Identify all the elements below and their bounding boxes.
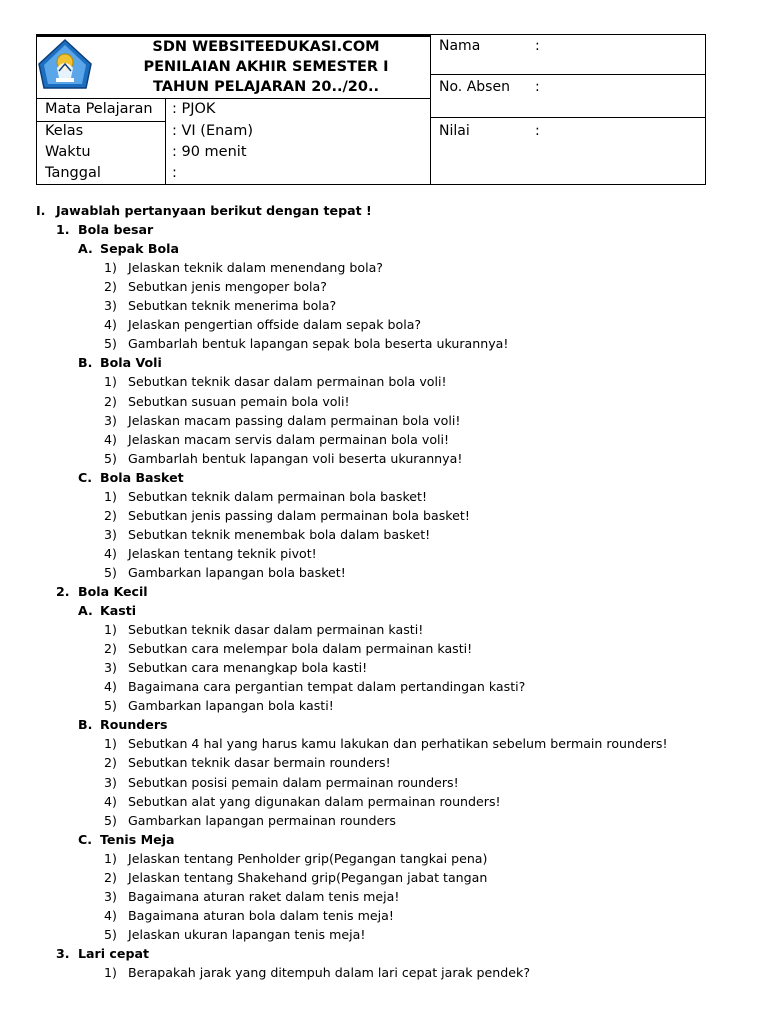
question-item (104, 906, 394, 925)
subtopic-heading (78, 830, 175, 849)
question-item (104, 849, 487, 868)
question-text: Sebutkan jenis mengoper bola? (128, 279, 327, 295)
question-number: 4) (104, 431, 117, 447)
question-number: 1) (104, 622, 117, 638)
question-item (104, 372, 447, 391)
question-text: Sebutkan susuan pemain bola voli! (128, 393, 350, 409)
question-number: 4) (104, 907, 117, 923)
subtopic-heading-text: Bola Voli (100, 355, 162, 371)
question-text: Sebutkan 4 hal yang harus kamu lakukan dan perhatikan sebelum bermain rounders! (128, 736, 668, 752)
topic-heading (56, 220, 153, 239)
question-number: 5) (104, 450, 117, 466)
question-text: Berapakah jarak yang ditempuh dalam lari cepat jarak pendek? (128, 965, 531, 980)
question-text: Bagaimana cara pergantian tempat dalam pertandingan kasti? (128, 679, 526, 695)
question-item (104, 620, 423, 639)
section-heading (36, 201, 372, 220)
school-title-block (101, 37, 431, 97)
question-text: Sebutkan jenis passing dalam permainan bola basket! (128, 507, 470, 523)
question-item (104, 639, 472, 658)
question-text: Sebutkan teknik menembak bola dalam basket! (128, 526, 431, 542)
question-text: Jelaskan tentang Shakehand grip(Pegangan jabat tangan (128, 869, 488, 885)
field-value: : (535, 79, 540, 95)
question-item (104, 525, 430, 544)
field-value: : (535, 123, 540, 139)
topic-heading-text: Bola Kecil (78, 584, 148, 599)
field-label: No. Absen (439, 79, 510, 95)
question-text: Jelaskan tentang teknik pivot! (128, 545, 317, 561)
question-item (104, 734, 668, 753)
question-item (104, 334, 508, 353)
exam-name: PENILAIAN AKHIR SEMESTER I (143, 59, 389, 75)
question-number: 1) (104, 260, 117, 276)
question-number: 2) (104, 279, 117, 295)
question-number: 4) (104, 679, 117, 695)
question-text: Bagaimana aturan bola dalam tenis meja! (128, 907, 394, 923)
question-number: 2) (104, 869, 117, 885)
question-number: 5) (104, 564, 117, 580)
question-number: 5) (104, 336, 117, 352)
question-number: 3) (104, 888, 117, 904)
subtopic-heading (78, 468, 184, 487)
question-text: Gambarkan lapangan permainan rounders (128, 812, 396, 828)
info-label: Tanggal (45, 165, 101, 181)
question-number: 2) (104, 641, 117, 657)
question-text: Sebutkan teknik dasar bermain rounders! (128, 755, 391, 771)
question-number: 4) (104, 317, 117, 333)
question-number: 5) (104, 926, 117, 942)
question-number: 3) (104, 298, 117, 314)
subtopic-heading-marker: C. (78, 469, 93, 485)
field-divider (431, 117, 706, 118)
question-text: Sebutkan cara melempar bola dalam permainan kasti! (128, 641, 473, 657)
question-number: 5) (104, 812, 117, 828)
topic-heading-marker: 1. (56, 222, 70, 238)
question-item (104, 925, 365, 944)
question-item (104, 963, 530, 982)
question-number: 2) (104, 507, 117, 523)
subtopic-heading-marker: C. (78, 831, 93, 847)
question-item (104, 773, 459, 792)
subtopic-heading-marker: B. (78, 717, 93, 733)
question-item (104, 887, 399, 906)
question-text: Sebutkan teknik menerima bola? (128, 298, 337, 314)
subtopic-heading-text: Kasti (100, 603, 137, 619)
subtopic-heading (78, 715, 168, 734)
question-item (104, 392, 350, 411)
question-item (104, 296, 336, 315)
subtopic-heading-marker: A. (78, 603, 93, 619)
question-number: 1) (104, 965, 117, 980)
subtopic-heading-text: Rounders (100, 717, 168, 733)
question-item (104, 506, 470, 525)
question-item (104, 430, 449, 449)
question-item (104, 277, 327, 296)
question-number: 1) (104, 488, 117, 504)
question-item (104, 658, 367, 677)
question-item (104, 258, 383, 277)
topic-heading (56, 582, 148, 601)
question-text: Sebutkan teknik dasar dalam permainan kasti! (128, 622, 424, 638)
subtopic-heading-marker: A. (78, 241, 93, 257)
question-text: Gambarkan lapangan bola basket! (128, 564, 346, 580)
info-label: Mata Pelajaran (45, 101, 153, 117)
info-row-date (37, 163, 430, 185)
question-number: 4) (104, 793, 117, 809)
question-number: 3) (104, 526, 117, 542)
question-number: 3) (104, 774, 117, 790)
academic-year: TAHUN PELAJARAN 20../20.. (153, 79, 379, 95)
subtopic-heading-marker: B. (78, 355, 93, 371)
question-text: Sebutkan teknik dalam permainan bola basket! (128, 488, 428, 504)
info-row-class (37, 121, 430, 143)
question-number: 3) (104, 412, 117, 428)
topic-heading-marker: 3. (56, 945, 70, 961)
info-value: : 90 menit (172, 144, 247, 160)
subtopic-heading (78, 239, 179, 258)
school-header (37, 35, 430, 99)
question-item (104, 868, 487, 887)
question-number: 3) (104, 660, 117, 676)
section-marker: I. (36, 203, 46, 218)
question-text: Jelaskan tentang Penholder grip(Pegangan tangkai pena) (128, 850, 488, 866)
question-number: 2) (104, 755, 117, 771)
question-item (104, 696, 334, 715)
question-text: Sebutkan posisi pemain dalam permainan rounders! (128, 774, 459, 790)
info-row-subject (37, 99, 430, 121)
question-item (104, 677, 525, 696)
question-item (104, 563, 346, 582)
subtopic-heading-text: Bola Basket (100, 469, 184, 485)
question-text: Jelaskan teknik dalam menendang bola? (128, 260, 383, 276)
subtopic-heading (78, 353, 162, 372)
question-text: Jelaskan pengertian offside dalam sepak bola? (128, 317, 422, 333)
topic-heading-marker: 2. (56, 584, 70, 599)
field-label: Nilai (439, 123, 470, 139)
question-text: Jelaskan ukuran lapangan tenis meja! (128, 926, 366, 942)
question-number: 5) (104, 698, 117, 714)
info-label: Kelas (45, 123, 84, 139)
question-text: Gambarkan lapangan bola kasti! (128, 698, 334, 714)
question-number: 1) (104, 374, 117, 390)
topic-heading-text: Lari cepat (78, 945, 149, 961)
question-item (104, 811, 396, 830)
question-item (104, 753, 391, 772)
topic-heading-text: Bola besar (78, 222, 154, 238)
question-item (104, 411, 460, 430)
student-fields (430, 35, 705, 184)
topic-heading (56, 944, 149, 963)
question-text: Bagaimana aturan raket dalam tenis meja! (128, 888, 400, 904)
info-value: : (172, 165, 177, 181)
question-number: 1) (104, 736, 117, 752)
tut-wuri-handayani-logo-icon (37, 38, 93, 94)
header-table (36, 34, 706, 185)
info-label: Waktu (45, 144, 91, 160)
subtopic-heading (78, 601, 136, 620)
question-text: Jelaskan macam passing dalam permainan bola voli! (128, 412, 461, 428)
field-value: : (535, 38, 540, 54)
question-text: Gambarlah bentuk lapangan sepak bola beserta ukurannya! (128, 336, 509, 352)
school-name: SDN WEBSITEEDUKASI.COM (152, 39, 380, 55)
question-text: Sebutkan cara menangkap bola kasti! (128, 660, 368, 676)
info-row-time (37, 142, 430, 164)
subject-info (37, 99, 430, 184)
field-divider (431, 74, 706, 75)
question-text: Jelaskan macam servis dalam permainan bola voli! (128, 431, 450, 447)
question-text: Sebutkan alat yang digunakan dalam permainan rounders! (128, 793, 501, 809)
question-item (104, 544, 317, 563)
question-item (104, 792, 501, 811)
info-value: : PJOK (172, 101, 216, 117)
question-number: 1) (104, 850, 117, 866)
subtopic-heading-text: Tenis Meja (100, 831, 175, 847)
section-title: Jawablah pertanyaan berikut dengan tepat ! (56, 203, 372, 218)
question-item (104, 315, 421, 334)
question-text: Sebutkan teknik dasar dalam permainan bola voli! (128, 374, 447, 390)
question-number: 4) (104, 545, 117, 561)
field-label: Nama (439, 38, 481, 54)
question-item (104, 487, 427, 506)
info-value: : VI (Enam) (172, 123, 253, 139)
question-item (104, 449, 462, 468)
subtopic-heading-text: Sepak Bola (100, 241, 179, 257)
question-number: 2) (104, 393, 117, 409)
question-text: Gambarlah bentuk lapangan voli beserta ukurannya! (128, 450, 463, 466)
